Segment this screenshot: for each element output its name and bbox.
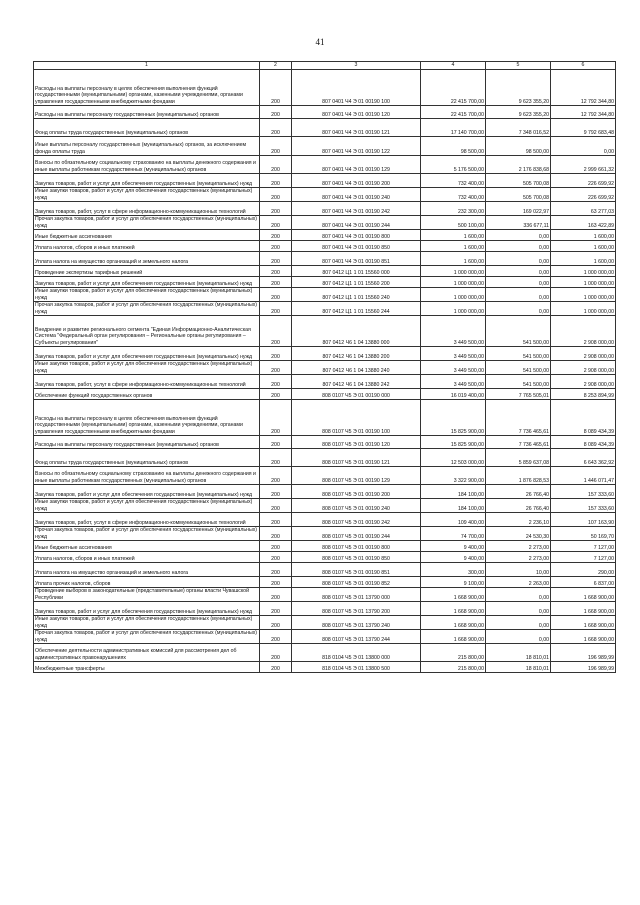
row-line-code-cell: 200: [260, 400, 292, 436]
row-classification-code-cell: 807 0412 Ч6 1 04 13880 000: [292, 316, 421, 347]
row-remaining-amount-cell: 12 792 344,80: [551, 70, 616, 106]
row-approved-amount-cell: 9 400,00: [421, 541, 486, 552]
row-classification-code-cell: 808 0107 Ч5 Э 01 00190 240: [292, 499, 421, 513]
row-approved-amount-cell: 3 449 500,00: [421, 361, 486, 375]
row-line-code-cell: 200: [260, 467, 292, 485]
row-remaining-amount-cell: 1 000 000,00: [551, 266, 616, 277]
row-line-code-cell: 200: [260, 156, 292, 174]
table-row: [34, 630, 616, 644]
row-name-cell: Иные закупки товаров, работ и услуг для обеспечения государственных (муниципальных) нужд: [34, 616, 260, 630]
row-classification-code-cell: 807 0412 Ц1 1 01 15560 200: [292, 277, 421, 288]
table-row: [34, 485, 616, 499]
row-line-code-cell: 200: [260, 347, 292, 361]
row-line-code-cell: 200: [260, 499, 292, 513]
row-classification-code-cell: 807 0401 Ч4 Э 01 00190 129: [292, 156, 421, 174]
row-executed-amount-cell: 0,00: [486, 302, 551, 316]
row-name-cell: Расходы на выплаты персоналу в целях обеспечения выполнения функций государственными (муниципальными) органами, казенными учреждениями, органами управления государственными внебюджетными фондами: [34, 400, 260, 436]
row-executed-amount-cell: 505 700,08: [486, 174, 551, 188]
row-line-code-cell: 200: [260, 616, 292, 630]
row-approved-amount-cell: 12 503 000,00: [421, 449, 486, 467]
row-executed-amount-cell: 18 810,01: [486, 662, 551, 673]
row-name-cell: Внедрение и развитие регионального сегмента "Единая Информационно-Аналитическая Система "Федеральный орган регулирования – Региональные органы регулирования – Субъекты регулирования": [34, 316, 260, 347]
row-executed-amount-cell: 0,00: [486, 230, 551, 241]
row-classification-code-cell: 807 0401 Ч4 Э 01 00190 240: [292, 188, 421, 202]
table-row: [34, 499, 616, 513]
row-approved-amount-cell: 3 449 500,00: [421, 375, 486, 389]
row-classification-code-cell: 808 0107 Ч5 Э 01 00190 000: [292, 389, 421, 400]
row-approved-amount-cell: 1 668 900,00: [421, 588, 486, 602]
row-classification-code-cell: 808 0107 Ч5 Э 01 13790 240: [292, 616, 421, 630]
row-name-cell: Иные бюджетные ассигнования: [34, 230, 260, 241]
row-line-code-cell: 200: [260, 513, 292, 527]
row-approved-amount-cell: 184 100,00: [421, 485, 486, 499]
row-line-code-cell: 200: [260, 485, 292, 499]
budget-execution-table: [33, 61, 616, 673]
table-row: [34, 375, 616, 389]
row-executed-amount-cell: 0,00: [486, 277, 551, 288]
row-approved-amount-cell: 9 100,00: [421, 577, 486, 588]
table-row: [34, 662, 616, 673]
row-classification-code-cell: 807 0401 Ч4 Э 01 00190 850: [292, 241, 421, 252]
table-row: [34, 70, 616, 106]
row-approved-amount-cell: 3 322 900,00: [421, 467, 486, 485]
row-remaining-amount-cell: 2 908 000,00: [551, 361, 616, 375]
row-classification-code-cell: 807 0412 Ц1 1 01 15560 000: [292, 266, 421, 277]
row-remaining-amount-cell: 8 253 894,99: [551, 389, 616, 400]
row-name-cell: Обеспечение функций государственных органов: [34, 389, 260, 400]
row-line-code-cell: 200: [260, 277, 292, 288]
row-executed-amount-cell: 9 623 355,20: [486, 106, 551, 119]
row-remaining-amount-cell: 8 089 434,39: [551, 400, 616, 436]
row-name-cell: Закупка товаров, работ и услуг для обеспечения государственных (муниципальных) нужд: [34, 277, 260, 288]
row-classification-code-cell: 808 0107 Ч5 Э 01 00190 851: [292, 563, 421, 577]
row-executed-amount-cell: 2 273,00: [486, 541, 551, 552]
row-approved-amount-cell: 1 000 000,00: [421, 288, 486, 302]
row-executed-amount-cell: 26 766,40: [486, 485, 551, 499]
row-classification-code-cell: 808 0107 Ч5 Э 01 00190 121: [292, 449, 421, 467]
row-line-code-cell: 200: [260, 137, 292, 156]
row-executed-amount-cell: 169 022,97: [486, 202, 551, 216]
row-classification-code-cell: 807 0412 Ц1 1 01 15560 244: [292, 302, 421, 316]
row-line-code-cell: 200: [260, 389, 292, 400]
row-name-cell: Проведение выборов в законодательные (представительные) органы власти Чувашской Республики: [34, 588, 260, 602]
row-remaining-amount-cell: 2 908 000,00: [551, 347, 616, 361]
table-row: [34, 277, 616, 288]
table-row: [34, 563, 616, 577]
row-name-cell: Взносы по обязательному социальному страхованию на выплаты денежного содержания и иные выплаты работникам государственных (муниципальных) органов: [34, 467, 260, 485]
table-row: [34, 288, 616, 302]
row-classification-code-cell: 807 0401 Ч4 Э 01 00190 122: [292, 137, 421, 156]
row-line-code-cell: 200: [260, 302, 292, 316]
row-approved-amount-cell: 3 449 500,00: [421, 347, 486, 361]
row-classification-code-cell: 808 0107 Ч5 Э 01 13790 200: [292, 602, 421, 616]
column-header: 3: [292, 62, 421, 70]
row-approved-amount-cell: 109 400,00: [421, 513, 486, 527]
row-executed-amount-cell: 10,00: [486, 563, 551, 577]
row-remaining-amount-cell: 1 668 900,00: [551, 616, 616, 630]
column-header: 6: [551, 62, 616, 70]
row-approved-amount-cell: 232 300,00: [421, 202, 486, 216]
row-remaining-amount-cell: 50 169,70: [551, 527, 616, 541]
table-row: [34, 588, 616, 602]
row-approved-amount-cell: 17 140 700,00: [421, 119, 486, 137]
row-classification-code-cell: 807 0412 Ч6 1 04 13880 240: [292, 361, 421, 375]
row-remaining-amount-cell: 8 089 434,39: [551, 436, 616, 449]
row-remaining-amount-cell: 1 446 071,47: [551, 467, 616, 485]
table-row: [34, 602, 616, 616]
row-name-cell: Закупка товаров, работ и услуг для обеспечения государственных (муниципальных) нужд: [34, 174, 260, 188]
row-name-cell: Проведение экспертизы тарифных решений: [34, 266, 260, 277]
row-approved-amount-cell: 1 600,00: [421, 230, 486, 241]
row-classification-code-cell: 808 0107 Ч5 Э 01 00190 242: [292, 513, 421, 527]
row-name-cell: Уплата прочих налогов, сборов: [34, 577, 260, 588]
row-name-cell: Уплата налогов, сборов и иных платежей: [34, 241, 260, 252]
row-remaining-amount-cell: 163 422,89: [551, 216, 616, 230]
row-approved-amount-cell: 1 000 000,00: [421, 277, 486, 288]
row-remaining-amount-cell: 1 668 900,00: [551, 630, 616, 644]
row-remaining-amount-cell: 1 600,00: [551, 252, 616, 266]
row-approved-amount-cell: 22 415 700,00: [421, 106, 486, 119]
row-remaining-amount-cell: 196 989,99: [551, 644, 616, 662]
row-line-code-cell: 200: [260, 644, 292, 662]
row-classification-code-cell: 807 0401 Ч4 Э 01 00190 244: [292, 216, 421, 230]
row-remaining-amount-cell: 1 000 000,00: [551, 288, 616, 302]
table-row: [34, 541, 616, 552]
row-name-cell: Уплата налога на имущество организаций и земельного налога: [34, 563, 260, 577]
row-name-cell: Расходы на выплаты персоналу государственных (муниципальных) органов: [34, 106, 260, 119]
row-executed-amount-cell: 336 677,11: [486, 216, 551, 230]
table-row: [34, 644, 616, 662]
table-row: [34, 137, 616, 156]
row-approved-amount-cell: 732 400,00: [421, 188, 486, 202]
row-name-cell: Прочая закупка товаров, работ и услуг для обеспечения государственных (муниципальных) нужд: [34, 527, 260, 541]
row-approved-amount-cell: 1 668 900,00: [421, 602, 486, 616]
row-name-cell: Фонд оплаты труда государственных (муниципальных) органов: [34, 119, 260, 137]
row-classification-code-cell: 807 0412 Ч6 1 04 13880 200: [292, 347, 421, 361]
column-header: 1: [34, 62, 260, 70]
row-name-cell: Иные выплаты персоналу государственных (муниципальных) органов, за исключением фонда оплаты труда: [34, 137, 260, 156]
row-line-code-cell: 200: [260, 70, 292, 106]
row-executed-amount-cell: 0,00: [486, 266, 551, 277]
row-remaining-amount-cell: 1 600,00: [551, 230, 616, 241]
row-classification-code-cell: 807 0401 Ч4 Э 01 00190 100: [292, 70, 421, 106]
row-executed-amount-cell: 541 500,00: [486, 347, 551, 361]
row-approved-amount-cell: 1 600,00: [421, 252, 486, 266]
row-line-code-cell: 200: [260, 361, 292, 375]
row-approved-amount-cell: 74 700,00: [421, 527, 486, 541]
row-executed-amount-cell: 5 859 637,08: [486, 449, 551, 467]
table-row: [34, 577, 616, 588]
table-row: [34, 230, 616, 241]
row-remaining-amount-cell: 107 163,90: [551, 513, 616, 527]
row-executed-amount-cell: 26 766,40: [486, 499, 551, 513]
row-classification-code-cell: 808 0107 Ч5 Э 01 00190 120: [292, 436, 421, 449]
table-row: [34, 449, 616, 467]
row-line-code-cell: 200: [260, 174, 292, 188]
row-name-cell: Иные бюджетные ассигнования: [34, 541, 260, 552]
row-line-code-cell: 200: [260, 552, 292, 563]
row-executed-amount-cell: 0,00: [486, 602, 551, 616]
row-name-cell: Расходы на выплаты персоналу в целях обеспечения выполнения функций государственными (муниципальными) органами, казенными учреждениями, органами управления государственными внебюджетными фондами: [34, 70, 260, 106]
row-remaining-amount-cell: 6 837,00: [551, 577, 616, 588]
table-row: [34, 156, 616, 174]
row-executed-amount-cell: 0,00: [486, 241, 551, 252]
column-header: 4: [421, 62, 486, 70]
row-approved-amount-cell: 22 415 700,00: [421, 70, 486, 106]
row-name-cell: Закупка товаров, работ, услуг в сфере информационно-коммуникационных технологий: [34, 513, 260, 527]
row-name-cell: Прочая закупка товаров, работ и услуг для обеспечения государственных (муниципальных) нужд: [34, 630, 260, 644]
row-executed-amount-cell: 98 500,00: [486, 137, 551, 156]
row-approved-amount-cell: 3 449 500,00: [421, 316, 486, 347]
row-executed-amount-cell: 2 236,10: [486, 513, 551, 527]
row-line-code-cell: 200: [260, 630, 292, 644]
table-row: [34, 347, 616, 361]
table-row: [34, 467, 616, 485]
table-row: [34, 513, 616, 527]
row-line-code-cell: 200: [260, 266, 292, 277]
row-approved-amount-cell: 184 100,00: [421, 499, 486, 513]
row-classification-code-cell: 818 0104 Ч5 Э 01 13800 000: [292, 644, 421, 662]
row-remaining-amount-cell: 2 908 000,00: [551, 316, 616, 347]
row-approved-amount-cell: 300,00: [421, 563, 486, 577]
row-name-cell: Уплата налога на имущество организаций и земельного налога: [34, 252, 260, 266]
row-line-code-cell: 200: [260, 241, 292, 252]
row-classification-code-cell: 807 0401 Ч4 Э 01 00190 121: [292, 119, 421, 137]
table-row: [34, 389, 616, 400]
row-name-cell: Закупка товаров, работ и услуг для обеспечения государственных (муниципальных) нужд: [34, 602, 260, 616]
row-line-code-cell: 200: [260, 106, 292, 119]
row-name-cell: Иные закупки товаров, работ и услуг для обеспечения государственных (муниципальных) нужд: [34, 361, 260, 375]
row-line-code-cell: 200: [260, 316, 292, 347]
row-classification-code-cell: 807 0401 Ч4 Э 01 00190 851: [292, 252, 421, 266]
row-line-code-cell: 200: [260, 563, 292, 577]
row-name-cell: Межбюджетные трансферты: [34, 662, 260, 673]
row-name-cell: Иные закупки товаров, работ и услуг для обеспечения государственных (муниципальных) нужд: [34, 188, 260, 202]
column-header: 2: [260, 62, 292, 70]
row-remaining-amount-cell: 226 699,92: [551, 174, 616, 188]
row-remaining-amount-cell: 226 699,92: [551, 188, 616, 202]
row-executed-amount-cell: 0,00: [486, 288, 551, 302]
row-classification-code-cell: 807 0412 Ц1 1 01 15560 240: [292, 288, 421, 302]
row-classification-code-cell: 807 0401 Ч4 Э 01 00190 120: [292, 106, 421, 119]
row-remaining-amount-cell: 1 668 900,00: [551, 602, 616, 616]
row-approved-amount-cell: 15 825 900,00: [421, 400, 486, 436]
row-executed-amount-cell: 0,00: [486, 588, 551, 602]
row-line-code-cell: 200: [260, 541, 292, 552]
table-row: [34, 266, 616, 277]
row-approved-amount-cell: 5 176 500,00: [421, 156, 486, 174]
row-name-cell: Уплата налогов, сборов и иных платежей: [34, 552, 260, 563]
row-remaining-amount-cell: 7 127,00: [551, 552, 616, 563]
row-executed-amount-cell: 1 876 828,53: [486, 467, 551, 485]
row-line-code-cell: 200: [260, 375, 292, 389]
row-classification-code-cell: 808 0107 Ч5 Э 01 00190 800: [292, 541, 421, 552]
row-remaining-amount-cell: 290,00: [551, 563, 616, 577]
row-remaining-amount-cell: 1 668 900,00: [551, 588, 616, 602]
row-executed-amount-cell: 7 348 016,52: [486, 119, 551, 137]
table-row: [34, 302, 616, 316]
row-classification-code-cell: 808 0107 Ч5 Э 01 00190 852: [292, 577, 421, 588]
row-approved-amount-cell: 1 600,00: [421, 241, 486, 252]
row-executed-amount-cell: 7 765 505,01: [486, 389, 551, 400]
row-remaining-amount-cell: 0,00: [551, 137, 616, 156]
row-approved-amount-cell: 215 800,00: [421, 644, 486, 662]
row-classification-code-cell: 818 0104 Ч5 Э 01 13800 500: [292, 662, 421, 673]
row-line-code-cell: 200: [260, 449, 292, 467]
row-name-cell: Закупка товаров, работ и услуг для обеспечения государственных (муниципальных) нужд: [34, 347, 260, 361]
row-remaining-amount-cell: 12 792 344,80: [551, 106, 616, 119]
table-row: [34, 552, 616, 563]
row-approved-amount-cell: 98 500,00: [421, 137, 486, 156]
row-line-code-cell: 200: [260, 288, 292, 302]
table-row: [34, 252, 616, 266]
row-line-code-cell: 200: [260, 662, 292, 673]
row-classification-code-cell: 808 0107 Ч5 Э 01 00190 244: [292, 527, 421, 541]
row-name-cell: Расходы на выплаты персоналу государственных (муниципальных) органов: [34, 436, 260, 449]
table-row: [34, 527, 616, 541]
row-remaining-amount-cell: 2 908 000,00: [551, 375, 616, 389]
row-name-cell: Прочая закупка товаров, работ и услуг для обеспечения государственных (муниципальных) нужд: [34, 216, 260, 230]
row-executed-amount-cell: 2 263,00: [486, 577, 551, 588]
row-line-code-cell: 200: [260, 436, 292, 449]
row-classification-code-cell: 807 0412 Ч6 1 04 13880 242: [292, 375, 421, 389]
row-classification-code-cell: 808 0107 Ч5 Э 01 00190 850: [292, 552, 421, 563]
row-line-code-cell: 200: [260, 230, 292, 241]
page-number: 41: [315, 37, 325, 47]
table-row: [34, 616, 616, 630]
table-row: [34, 106, 616, 119]
row-remaining-amount-cell: 2 999 661,32: [551, 156, 616, 174]
table-row: [34, 202, 616, 216]
table-row: [34, 436, 616, 449]
row-remaining-amount-cell: 1 000 000,00: [551, 302, 616, 316]
row-classification-code-cell: 808 0107 Ч5 Э 01 13790 000: [292, 588, 421, 602]
table-row: [34, 174, 616, 188]
column-header: 5: [486, 62, 551, 70]
row-line-code-cell: 200: [260, 188, 292, 202]
row-remaining-amount-cell: 196 989,99: [551, 662, 616, 673]
row-executed-amount-cell: 0,00: [486, 630, 551, 644]
row-executed-amount-cell: 541 500,00: [486, 316, 551, 347]
row-approved-amount-cell: 1 000 000,00: [421, 266, 486, 277]
row-executed-amount-cell: 541 500,00: [486, 361, 551, 375]
row-remaining-amount-cell: 157 333,60: [551, 499, 616, 513]
row-line-code-cell: 200: [260, 202, 292, 216]
row-executed-amount-cell: 2 273,00: [486, 552, 551, 563]
row-classification-code-cell: 807 0401 Ч4 Э 01 00190 242: [292, 202, 421, 216]
row-executed-amount-cell: 0,00: [486, 616, 551, 630]
row-executed-amount-cell: 2 176 838,68: [486, 156, 551, 174]
row-approved-amount-cell: 9 400,00: [421, 552, 486, 563]
table-row: [34, 316, 616, 347]
row-line-code-cell: 200: [260, 588, 292, 602]
row-remaining-amount-cell: 9 792 683,48: [551, 119, 616, 137]
row-classification-code-cell: 807 0401 Ч4 Э 01 00190 800: [292, 230, 421, 241]
row-executed-amount-cell: 505 700,08: [486, 188, 551, 202]
table-row: [34, 216, 616, 230]
row-line-code-cell: 200: [260, 119, 292, 137]
row-executed-amount-cell: 541 500,00: [486, 375, 551, 389]
row-classification-code-cell: 808 0107 Ч5 Э 01 00190 200: [292, 485, 421, 499]
row-approved-amount-cell: 732 400,00: [421, 174, 486, 188]
row-classification-code-cell: 807 0401 Ч4 Э 01 00190 200: [292, 174, 421, 188]
table-header-row: [34, 62, 616, 70]
row-approved-amount-cell: 215 800,00: [421, 662, 486, 673]
row-line-code-cell: 200: [260, 527, 292, 541]
row-approved-amount-cell: 1 668 900,00: [421, 616, 486, 630]
row-executed-amount-cell: 18 810,01: [486, 644, 551, 662]
row-classification-code-cell: 808 0107 Ч5 Э 01 00190 129: [292, 467, 421, 485]
row-approved-amount-cell: 1 668 900,00: [421, 630, 486, 644]
row-line-code-cell: 200: [260, 602, 292, 616]
table-row: [34, 400, 616, 436]
row-line-code-cell: 200: [260, 577, 292, 588]
row-name-cell: Взносы по обязательному социальному страхованию на выплаты денежного содержания и иные выплаты работникам государственных (муниципальных) органов: [34, 156, 260, 174]
row-name-cell: Закупка товаров, работ и услуг для обеспечения государственных (муниципальных) нужд: [34, 485, 260, 499]
table-row: [34, 241, 616, 252]
row-remaining-amount-cell: 1 000 000,00: [551, 277, 616, 288]
row-name-cell: Прочая закупка товаров, работ и услуг для обеспечения государственных (муниципальных) нужд: [34, 302, 260, 316]
row-classification-code-cell: 808 0107 Ч5 Э 01 00190 100: [292, 400, 421, 436]
row-name-cell: Фонд оплаты труда государственных (муниципальных) органов: [34, 449, 260, 467]
row-remaining-amount-cell: 1 600,00: [551, 241, 616, 252]
row-name-cell: Иные закупки товаров, работ и услуг для обеспечения государственных (муниципальных) нужд: [34, 499, 260, 513]
row-approved-amount-cell: 1 000 000,00: [421, 302, 486, 316]
table-row: [34, 188, 616, 202]
row-remaining-amount-cell: 157 333,60: [551, 485, 616, 499]
row-name-cell: Закупка товаров, работ, услуг в сфере информационно-коммуникационных технологий: [34, 202, 260, 216]
row-approved-amount-cell: 16 019 400,00: [421, 389, 486, 400]
row-name-cell: Закупка товаров, работ, услуг в сфере информационно-коммуникационных технологий: [34, 375, 260, 389]
table-row: [34, 361, 616, 375]
row-executed-amount-cell: 7 736 465,61: [486, 436, 551, 449]
row-name-cell: Иные закупки товаров, работ и услуг для обеспечения государственных (муниципальных) нужд: [34, 288, 260, 302]
row-approved-amount-cell: 500 100,00: [421, 216, 486, 230]
table-row: [34, 119, 616, 137]
row-executed-amount-cell: 7 736 465,61: [486, 400, 551, 436]
row-approved-amount-cell: 15 825 900,00: [421, 436, 486, 449]
row-name-cell: Обеспечение деятельности административных комиссий для рассмотрения дел об административных правонарушениях: [34, 644, 260, 662]
row-classification-code-cell: 808 0107 Ч5 Э 01 13790 244: [292, 630, 421, 644]
row-line-code-cell: 200: [260, 252, 292, 266]
row-line-code-cell: 200: [260, 216, 292, 230]
row-remaining-amount-cell: 7 127,00: [551, 541, 616, 552]
row-remaining-amount-cell: 63 277,03: [551, 202, 616, 216]
row-remaining-amount-cell: 6 643 362,92: [551, 449, 616, 467]
row-executed-amount-cell: 0,00: [486, 252, 551, 266]
row-executed-amount-cell: 9 623 355,20: [486, 70, 551, 106]
row-executed-amount-cell: 24 530,30: [486, 527, 551, 541]
